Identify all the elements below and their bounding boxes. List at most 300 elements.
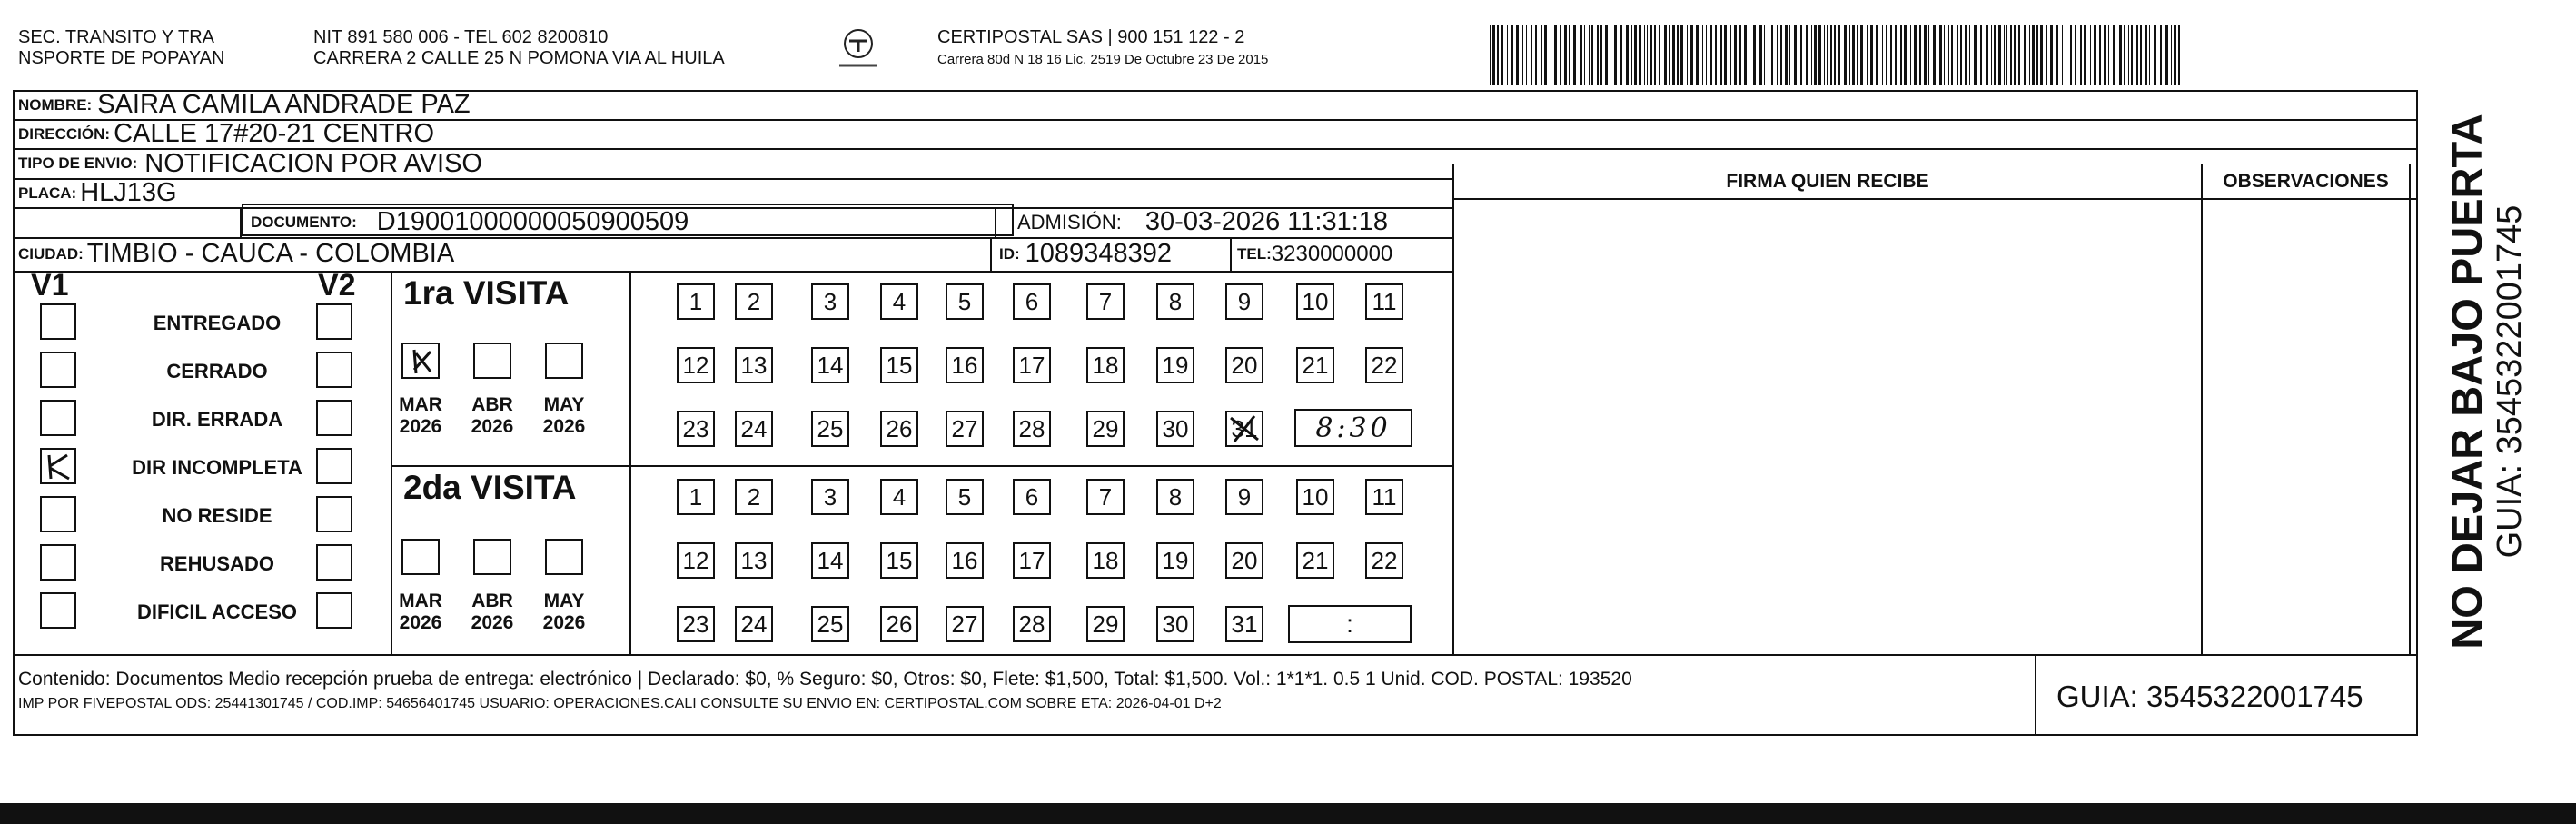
second-visit-title: 2da VISITA [403, 469, 577, 506]
day-box-31[interactable] [1225, 411, 1263, 447]
barcode-bar [1739, 25, 1741, 85]
check-mark-icon [42, 450, 74, 482]
first-visit-month-may[interactable] [545, 343, 583, 379]
barcode-bar [1824, 25, 1825, 85]
day-box-26[interactable]: 26 [880, 411, 918, 447]
second-visit-month-mar[interactable] [401, 539, 440, 575]
barcode-bar [2084, 25, 2086, 85]
rule [1230, 237, 1232, 271]
status-no-reside: NO RESIDE [162, 504, 272, 527]
day-box-11[interactable]: 11 [1365, 479, 1403, 515]
day-box-24[interactable]: 24 [735, 606, 773, 642]
barcode-bar [1706, 25, 1707, 85]
day-number: 31 [1231, 414, 1258, 442]
day-box-3[interactable]: 3 [811, 479, 849, 515]
barcode-bar [2006, 25, 2007, 85]
barcode-bar [1490, 25, 1491, 85]
barcode-bar [2046, 25, 2047, 85]
day-box-2[interactable]: 2 [735, 479, 773, 515]
day-box-6[interactable]: 6 [1013, 479, 1051, 515]
barcode-bar [1554, 25, 1557, 85]
strike-mark-icon [1227, 412, 1262, 445]
day-box-28[interactable]: 28 [1013, 411, 1051, 447]
day-box-5[interactable]: 5 [946, 283, 984, 320]
month-year: 2026 [471, 612, 514, 633]
barcode-bar [1734, 25, 1737, 85]
courier-info [937, 27, 1268, 68]
barcode-bar [1526, 25, 1527, 85]
footer-guia: GUIA: 3545322001745 [2056, 680, 2363, 713]
side-guia: GUIA: 3545322001745 [2491, 204, 2529, 559]
barcode-bar [1730, 25, 1731, 85]
day-box-6[interactable]: 6 [1013, 283, 1051, 320]
barcode-bar [1639, 25, 1641, 85]
direccion-row [18, 119, 434, 149]
barcode-bar [1497, 25, 1499, 85]
barcode-bar [1654, 25, 1656, 85]
sender-nit: NIT 891 580 006 - TEL 602 8200810 [313, 27, 609, 47]
day-box-15[interactable]: 15 [880, 542, 918, 579]
barcode-bar [1794, 25, 1797, 85]
barcode-bar [1895, 25, 1897, 85]
status-dir-errada: DIR. ERRADA [151, 408, 283, 431]
v2-checkbox-rehusado[interactable] [316, 544, 352, 581]
day-box-14[interactable]: 14 [811, 347, 849, 383]
barcode-bar [1870, 25, 1873, 85]
barcode-bar [1600, 25, 1602, 85]
barcode-bar [1501, 25, 1503, 85]
barcode-bar [1998, 25, 2001, 85]
barcode-bar [1867, 25, 1868, 85]
barcode-bar [1696, 25, 1699, 85]
barcode-bar [2104, 25, 2106, 85]
rule [391, 465, 1452, 467]
barcode-bar [1914, 25, 1917, 85]
tel-value: 3230000000 [1271, 241, 1393, 266]
day-number: 31 [1231, 610, 1258, 638]
v2-header: V2 [318, 268, 356, 303]
barcode-bar [2090, 25, 2091, 85]
placa-label: PLACA: [18, 184, 77, 202]
day-box-10[interactable]: 10 [1296, 479, 1334, 515]
barcode-bar [2149, 25, 2150, 85]
courier-license: Carrera 80d N 18 16 Lic. 2519 De Octubre 23 De 2015 [937, 52, 1269, 67]
barcode-bar [1669, 25, 1670, 85]
barcode-bar [2080, 25, 2082, 85]
day-box-14[interactable]: 14 [811, 542, 849, 579]
month-year: 2026 [471, 416, 514, 437]
day-box-4[interactable]: 4 [880, 479, 918, 515]
second-month-abr [462, 591, 522, 634]
month-name: ABR [471, 394, 513, 415]
nombre-label: NOMBRE: [18, 95, 93, 114]
barcode-bar [1620, 25, 1622, 85]
day-box-13[interactable]: 13 [735, 347, 773, 383]
firma-header: FIRMA QUIEN RECIBE [1726, 171, 1929, 192]
v1-checkbox-dificil-acceso[interactable] [40, 592, 76, 629]
day-box-17[interactable]: 17 [1013, 347, 1051, 383]
day-box-30[interactable]: 30 [1156, 606, 1194, 642]
barcode-bar [2131, 25, 2133, 85]
barcode-bar [2136, 25, 2138, 85]
barcode-bar [1605, 25, 1608, 85]
tel-label: TEL: [1237, 244, 1272, 263]
barcode-bar [1939, 25, 1942, 85]
day-box-20[interactable]: 20 [1225, 542, 1263, 579]
barcode-bar [1827, 25, 1828, 85]
v2-checkbox-dificil-acceso[interactable] [316, 592, 352, 629]
v1-checkbox-dir-errada[interactable] [40, 400, 76, 436]
barcode-bar [1702, 25, 1703, 85]
day-box-28[interactable]: 28 [1013, 606, 1051, 642]
first-visit-month-mar[interactable] [401, 343, 440, 379]
day-box-31[interactable] [1225, 606, 1263, 642]
nombre-row [18, 90, 471, 120]
day-box-23[interactable]: 23 [677, 606, 715, 642]
day-box-17[interactable]: 17 [1013, 542, 1051, 579]
barcode-bar [1948, 25, 1949, 85]
barcode-bar [1900, 25, 1902, 85]
barcode-bar [1986, 25, 1988, 85]
nombre-value: SAIRA CAMILA ANDRADE PAZ [97, 90, 471, 119]
day-box-21[interactable]: 21 [1296, 542, 1334, 579]
barcode-bar [1710, 25, 1712, 85]
direccion-value: CALLE 17#20-21 CENTRO [114, 119, 435, 148]
barcode-bar [2014, 25, 2016, 85]
placa-value: HLJ13G [80, 178, 177, 207]
barcode-bar [1834, 25, 1836, 85]
barcode-bar [2010, 25, 2012, 85]
barcode-bar [1597, 25, 1599, 85]
barcode-bar [1991, 25, 1992, 85]
barcode-bar [2119, 25, 2122, 85]
barcode-bar [1957, 25, 1958, 85]
v1-checkbox-dir-incompleta[interactable] [40, 448, 76, 484]
day-box-7[interactable]: 7 [1086, 479, 1125, 515]
barcode-bar [1969, 25, 1970, 85]
ciudad-label: CIUDAD: [18, 244, 84, 263]
first-visit-title: 1ra VISITA [403, 274, 570, 312]
tipo-envio-row [18, 148, 482, 179]
day-box-15[interactable]: 15 [880, 347, 918, 383]
day-box-8[interactable]: 8 [1156, 283, 1194, 320]
barcode-bar [1944, 25, 1945, 85]
barcode-bar [1647, 25, 1648, 85]
direccion-label: DIRECCIÓN: [18, 124, 111, 143]
barcode-bar [1919, 25, 1921, 85]
barcode-bar [1849, 25, 1850, 85]
barcode-bar [1806, 25, 1808, 85]
barcode-bar [1715, 25, 1717, 85]
day-box-8[interactable]: 8 [1156, 479, 1194, 515]
barcode-bar [1789, 25, 1790, 85]
rule [13, 654, 2418, 656]
barcode-bar [1838, 25, 1840, 85]
month-name: MAY [543, 394, 585, 415]
v1-checkbox-no-reside[interactable] [40, 496, 76, 532]
v1-checkbox-entregado[interactable] [40, 303, 76, 340]
barcode-bar [1904, 25, 1907, 85]
documento-value: D19001000000050900509 [376, 207, 689, 236]
day-box-21[interactable]: 21 [1296, 347, 1334, 383]
barcode-bar [2165, 25, 2168, 85]
barcode-bar [1634, 25, 1637, 85]
day-box-1[interactable]: 1 [677, 283, 715, 320]
month-year: 2026 [399, 612, 442, 633]
barcode-bar [1516, 25, 1519, 85]
admision-value: 30-03-2026 11:31:18 [1144, 207, 1389, 236]
barcode-bar [2075, 25, 2076, 85]
tel-field [1237, 237, 1392, 271]
barcode-bar [1980, 25, 1982, 85]
barcode-bar [1777, 25, 1778, 85]
barcode-bar [2140, 25, 2142, 85]
barcode-bar [1535, 25, 1537, 85]
barcode-bar [1591, 25, 1593, 85]
barcode-bar [2094, 25, 2096, 85]
barcode-bar [1664, 25, 1667, 85]
barcode-bar [2040, 25, 2043, 85]
documento-label: DOCUMENTO: [251, 213, 357, 231]
barcode-bar [1830, 25, 1832, 85]
barcode-bar [2036, 25, 2038, 85]
barcode-bar [1876, 25, 1878, 85]
barcode-bar [1672, 25, 1675, 85]
barcode-bar [1780, 25, 1782, 85]
day-box-4[interactable]: 4 [880, 283, 918, 320]
second-month-mar [391, 591, 451, 634]
barcode-bar [2029, 25, 2030, 85]
day-box-18[interactable]: 18 [1086, 542, 1125, 579]
v1-checkbox-cerrado[interactable] [40, 352, 76, 388]
check-mark-icon [403, 344, 438, 377]
barcode-bar [1994, 25, 1996, 85]
barcode-bar [1573, 25, 1576, 85]
v2-checkbox-entregado[interactable] [316, 303, 352, 340]
day-box-19[interactable]: 19 [1156, 542, 1194, 579]
month-name: MAR [399, 394, 442, 415]
placa-row [18, 178, 177, 208]
barcode-bar [2024, 25, 2026, 85]
v2-checkbox-dir-incompleta[interactable] [316, 448, 352, 484]
barcode-bar [1852, 25, 1855, 85]
scan-edge [0, 803, 2576, 824]
barcode-bar [1974, 25, 1977, 85]
barcode-bar [1910, 25, 1911, 85]
barcode-bar [1507, 25, 1508, 85]
barcode-bar [1522, 25, 1523, 85]
tipo-envio-value: NOTIFICACION POR AVISO [144, 148, 482, 178]
barcode-bar [1744, 25, 1747, 85]
barcode-bar [2062, 25, 2063, 85]
barcode-bar [1560, 25, 1561, 85]
first-visit-time[interactable]: 8:30 [1294, 409, 1412, 447]
rule [13, 271, 1452, 273]
barcode-bar [1965, 25, 1967, 85]
barcode-bar [2160, 25, 2162, 85]
month-year: 2026 [542, 612, 586, 633]
sender-entity-line1: SEC. TRANSITO Y TRA [18, 27, 214, 47]
second-visit-month-may[interactable] [545, 539, 583, 575]
barcode-bar [1564, 25, 1567, 85]
day-box-29[interactable]: 29 [1086, 411, 1125, 447]
day-box-20[interactable]: 20 [1225, 347, 1263, 383]
second-visit-month-abr[interactable] [473, 539, 511, 575]
day-box-19[interactable]: 19 [1156, 347, 1194, 383]
barcode-bar [1531, 25, 1532, 85]
barcode-bar [1659, 25, 1660, 85]
barcode-bar [2174, 25, 2176, 85]
day-box-30[interactable]: 30 [1156, 411, 1194, 447]
day-box-26[interactable]: 26 [880, 606, 918, 642]
barcode-bar [1933, 25, 1936, 85]
ciudad-row [18, 237, 454, 271]
day-box-16[interactable]: 16 [946, 347, 984, 383]
v2-checkbox-dir-errada[interactable] [316, 400, 352, 436]
barcode-bar [1960, 25, 1962, 85]
barcode-bar [1882, 25, 1883, 85]
v2-checkbox-cerrado[interactable] [316, 352, 352, 388]
barcode-bar [1626, 25, 1629, 85]
day-box-1[interactable]: 1 [677, 479, 715, 515]
day-box-5[interactable]: 5 [946, 479, 984, 515]
day-box-27[interactable]: 27 [946, 411, 984, 447]
barcode-bar [2171, 25, 2172, 85]
sender-address: CARRERA 2 CALLE 25 N POMONA VIA AL HUILA [313, 48, 725, 68]
rule [990, 237, 992, 271]
month-name: ABR [471, 591, 513, 611]
barcode-bar [1924, 25, 1927, 85]
status-cerrado: CERRADO [166, 360, 268, 382]
day-box-22[interactable]: 22 [1365, 347, 1403, 383]
barcode-bar [2154, 25, 2156, 85]
id-field [999, 237, 1172, 271]
tipo-envio-label: TIPO DE ENVIO: [18, 154, 138, 172]
rule [629, 271, 631, 654]
day-box-25[interactable]: 25 [811, 411, 849, 447]
status-rehusado: REHUSADO [160, 552, 274, 575]
barcode-bar [2128, 25, 2129, 85]
day-box-13[interactable]: 13 [735, 542, 773, 579]
barcode-bar [2124, 25, 2125, 85]
side-warning: NO DEJAR BAJO PUERTA [2442, 114, 2491, 650]
barcode-bar [1785, 25, 1788, 85]
id-value: 1089348392 [1025, 239, 1172, 268]
day-box-9[interactable]: 9 [1225, 479, 1263, 515]
month-name: MAR [399, 591, 442, 611]
ciudad-value: TIMBIO - CAUCA - COLOMBIA [86, 239, 455, 268]
barcode-bar [1584, 25, 1585, 85]
barcode-bar [1814, 25, 1817, 85]
barcode-bar [1753, 25, 1756, 85]
day-box-29[interactable]: 29 [1086, 606, 1125, 642]
barcode-bar [1631, 25, 1632, 85]
barcode-bar [1511, 25, 1513, 85]
footer-contents: Contenido: Documentos Medio recepción prueba de entrega: electrónico | Declarado: $0, % Seguro: $0, Otros: $0, Flete: $1,500, Total: $1,500. Vol.: 1*1*1. 0.5 1 Unid. COD. POSTAL: 193520 [18, 669, 1632, 690]
second-month-may [534, 591, 594, 634]
barcode [1490, 25, 2180, 85]
day-box-18[interactable]: 18 [1086, 347, 1125, 383]
barcode-bar [2108, 25, 2109, 85]
barcode-bar [1644, 25, 1645, 85]
barcode-bar [1771, 25, 1773, 85]
v1-checkbox-rehusado[interactable] [40, 544, 76, 581]
sender-entity [18, 27, 224, 69]
barcode-bar [2018, 25, 2020, 85]
day-box-3[interactable]: 3 [811, 283, 849, 320]
day-box-27[interactable]: 27 [946, 606, 984, 642]
day-box-12[interactable]: 12 [677, 542, 715, 579]
rule [2409, 164, 2411, 654]
first-month-may [534, 394, 594, 438]
day-box-7[interactable]: 7 [1086, 283, 1125, 320]
day-box-9[interactable]: 9 [1225, 283, 1263, 320]
day-box-16[interactable]: 16 [946, 542, 984, 579]
barcode-bar [2178, 25, 2180, 85]
first-month-abr [462, 394, 522, 438]
barcode-bar [1890, 25, 1892, 85]
day-box-25[interactable]: 25 [811, 606, 849, 642]
firma-area[interactable] [1454, 200, 2201, 654]
status-dir-incompleta: DIR INCOMPLETA [132, 456, 302, 479]
barcode-bar [1886, 25, 1887, 85]
barcode-bar [1680, 25, 1683, 85]
day-box-10[interactable]: 10 [1296, 283, 1334, 320]
first-month-mar [391, 394, 451, 438]
barcode-bar [1569, 25, 1570, 85]
v2-checkbox-no-reside[interactable] [316, 496, 352, 532]
barcode-bar [2070, 25, 2072, 85]
day-box-24[interactable]: 24 [735, 411, 773, 447]
barcode-bar [1857, 25, 1858, 85]
first-visit-month-abr[interactable] [473, 343, 511, 379]
day-box-11[interactable]: 11 [1365, 283, 1403, 320]
barcode-bar [2050, 25, 2053, 85]
day-box-2[interactable]: 2 [735, 283, 773, 320]
barcode-bar [1759, 25, 1762, 85]
barcode-bar [1687, 25, 1688, 85]
observaciones-header: OBSERVACIONES [2223, 171, 2389, 192]
barcode-bar [1860, 25, 1863, 85]
admision-field [1017, 207, 1388, 237]
month-year: 2026 [542, 416, 586, 437]
barcode-bar [1650, 25, 1652, 85]
barcode-bar [1951, 25, 1953, 85]
day-box-23[interactable]: 23 [677, 411, 715, 447]
barcode-bar [1811, 25, 1812, 85]
barcode-bar [1589, 25, 1590, 85]
day-box-12[interactable]: 12 [677, 347, 715, 383]
month-year: 2026 [399, 416, 442, 437]
second-visit-time[interactable]: : [1288, 605, 1412, 643]
barcode-bar [2113, 25, 2115, 85]
month-name: MAY [543, 591, 585, 611]
barcode-bar [2099, 25, 2101, 85]
barcode-bar [2145, 25, 2147, 85]
day-box-22[interactable]: 22 [1365, 542, 1403, 579]
barcode-bar [2056, 25, 2058, 85]
barcode-bar [1844, 25, 1847, 85]
status-dificil-acceso: DIFICIL ACCESO [136, 601, 297, 623]
sender-entity-line2: NSPORTE DE POPAYAN [18, 48, 225, 68]
barcode-bar [1614, 25, 1617, 85]
status-entregado: ENTREGADO [153, 312, 282, 334]
rule [2035, 654, 2036, 736]
v1-header: V1 [31, 268, 69, 303]
barcode-bar [1677, 25, 1679, 85]
observaciones-area[interactable] [2203, 200, 2409, 654]
barcode-bar [1764, 25, 1765, 85]
